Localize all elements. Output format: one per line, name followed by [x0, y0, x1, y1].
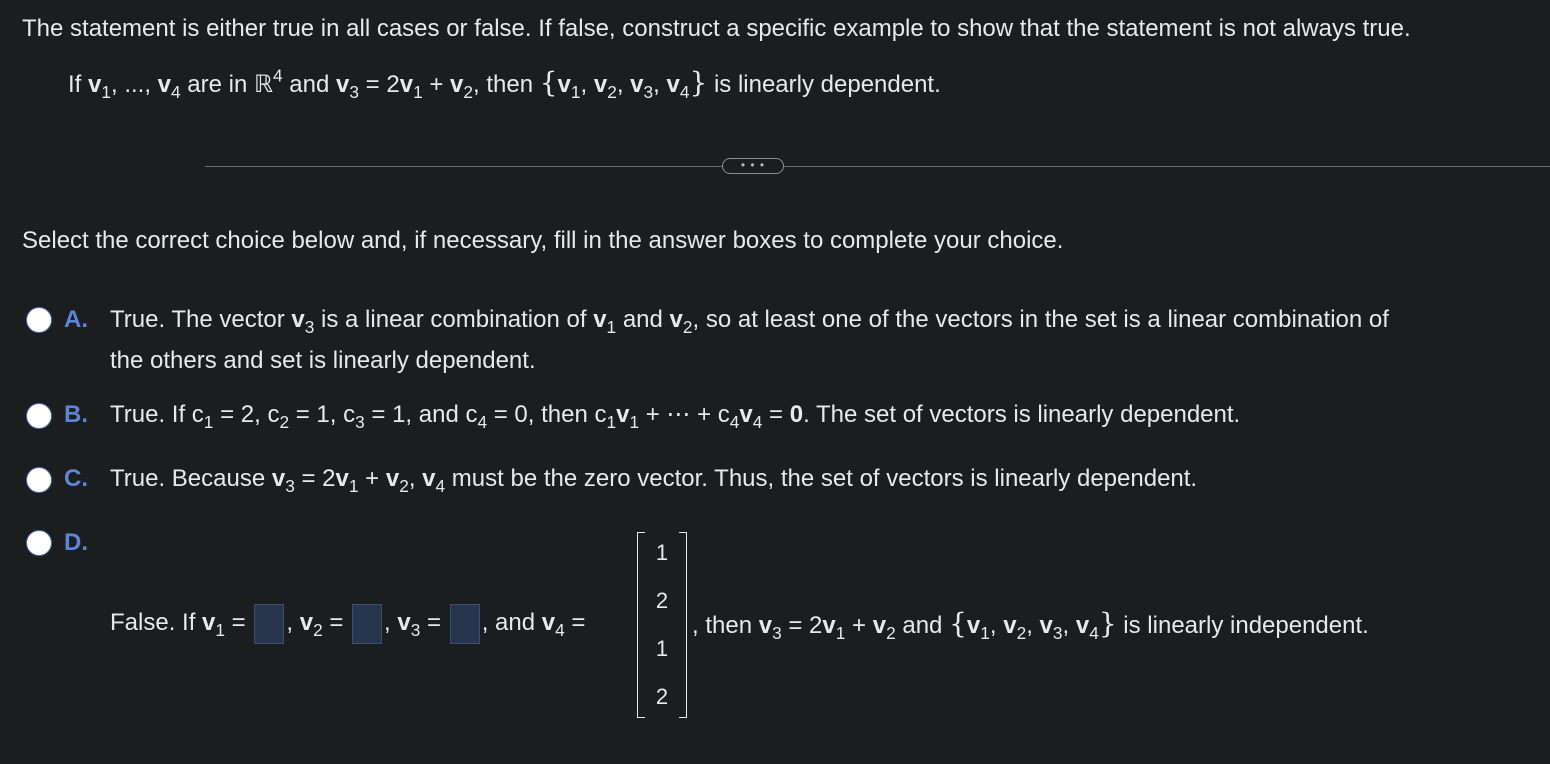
- matrix-entry: 2: [655, 588, 669, 613]
- statement-math: If $v_1$, ..., $v_4$ are in ℝ$^4$ and $v_3 = 2v_1 + v_2$, then {$v_1$, $v_2$, $v_3$, $v_4$} is linearly dependent.: [68, 65, 941, 103]
- radio-choice-b[interactable]: [27, 404, 51, 428]
- matrix-right-bracket: [679, 532, 687, 718]
- choice-d-text-right: , then $v_3 = 2v_1 + v_2$ and {$v_1$, $v_2$, $v_3$, $v_4$} is linearly independent.: [692, 607, 1369, 644]
- expand-button[interactable]: • • •: [722, 158, 784, 174]
- choice-c-text[interactable]: True. Because $v_3 = 2v_1 + v_2$, $v_4$ must be the zero vector. Thus, the set of vectors is linearly dependent.: [110, 465, 1198, 497]
- matrix-entry: 1: [655, 540, 669, 565]
- v4-matrix: [637, 532, 687, 718]
- matrix-entry: 1: [655, 636, 669, 661]
- matrix-entry: 2: [655, 684, 669, 709]
- choice-d-text-left: False. If $v_1$ = , $v_2$ = , $v_3$ = , and $v_4$ =: [110, 602, 585, 644]
- choice-a-letter: A.: [64, 306, 88, 333]
- section-divider: [205, 166, 1550, 167]
- answer-box-v3[interactable]: [450, 604, 480, 644]
- radio-choice-a[interactable]: [27, 308, 51, 332]
- choice-b-text[interactable]: True. If $c_1 = 2$, $c_2 = 1$, $c_3 = 1$, and $c_4 = 0$, then $c_1v_1$ + ⋯ + $c_4v_4 = 0$. The set of vectors is linearly dependent.: [110, 401, 1241, 433]
- choice-b-letter: B.: [64, 401, 88, 428]
- radio-choice-c[interactable]: [27, 468, 51, 492]
- choice-d-letter: D.: [64, 529, 88, 556]
- answer-box-v2[interactable]: [352, 604, 382, 644]
- choice-a-text[interactable]: True. The vector $v_3$ is a linear combination of $v_1$ and $v_2$, so at least one of the vectors in the set is a linear combination of: [110, 306, 1389, 338]
- answer-box-v1[interactable]: [254, 604, 284, 644]
- choice-a-text-cont: the others and set is linearly dependent.: [110, 347, 536, 374]
- radio-choice-d[interactable]: [27, 531, 51, 555]
- statement-instructions: The statement is either true in all cases or false. If false, construct a specific example to show that the statement is not always true.: [22, 15, 1411, 42]
- instruction-text: Select the correct choice below and, if necessary, fill in the answer boxes to complete your choice.: [22, 227, 1064, 254]
- choice-c-letter: C.: [64, 465, 88, 492]
